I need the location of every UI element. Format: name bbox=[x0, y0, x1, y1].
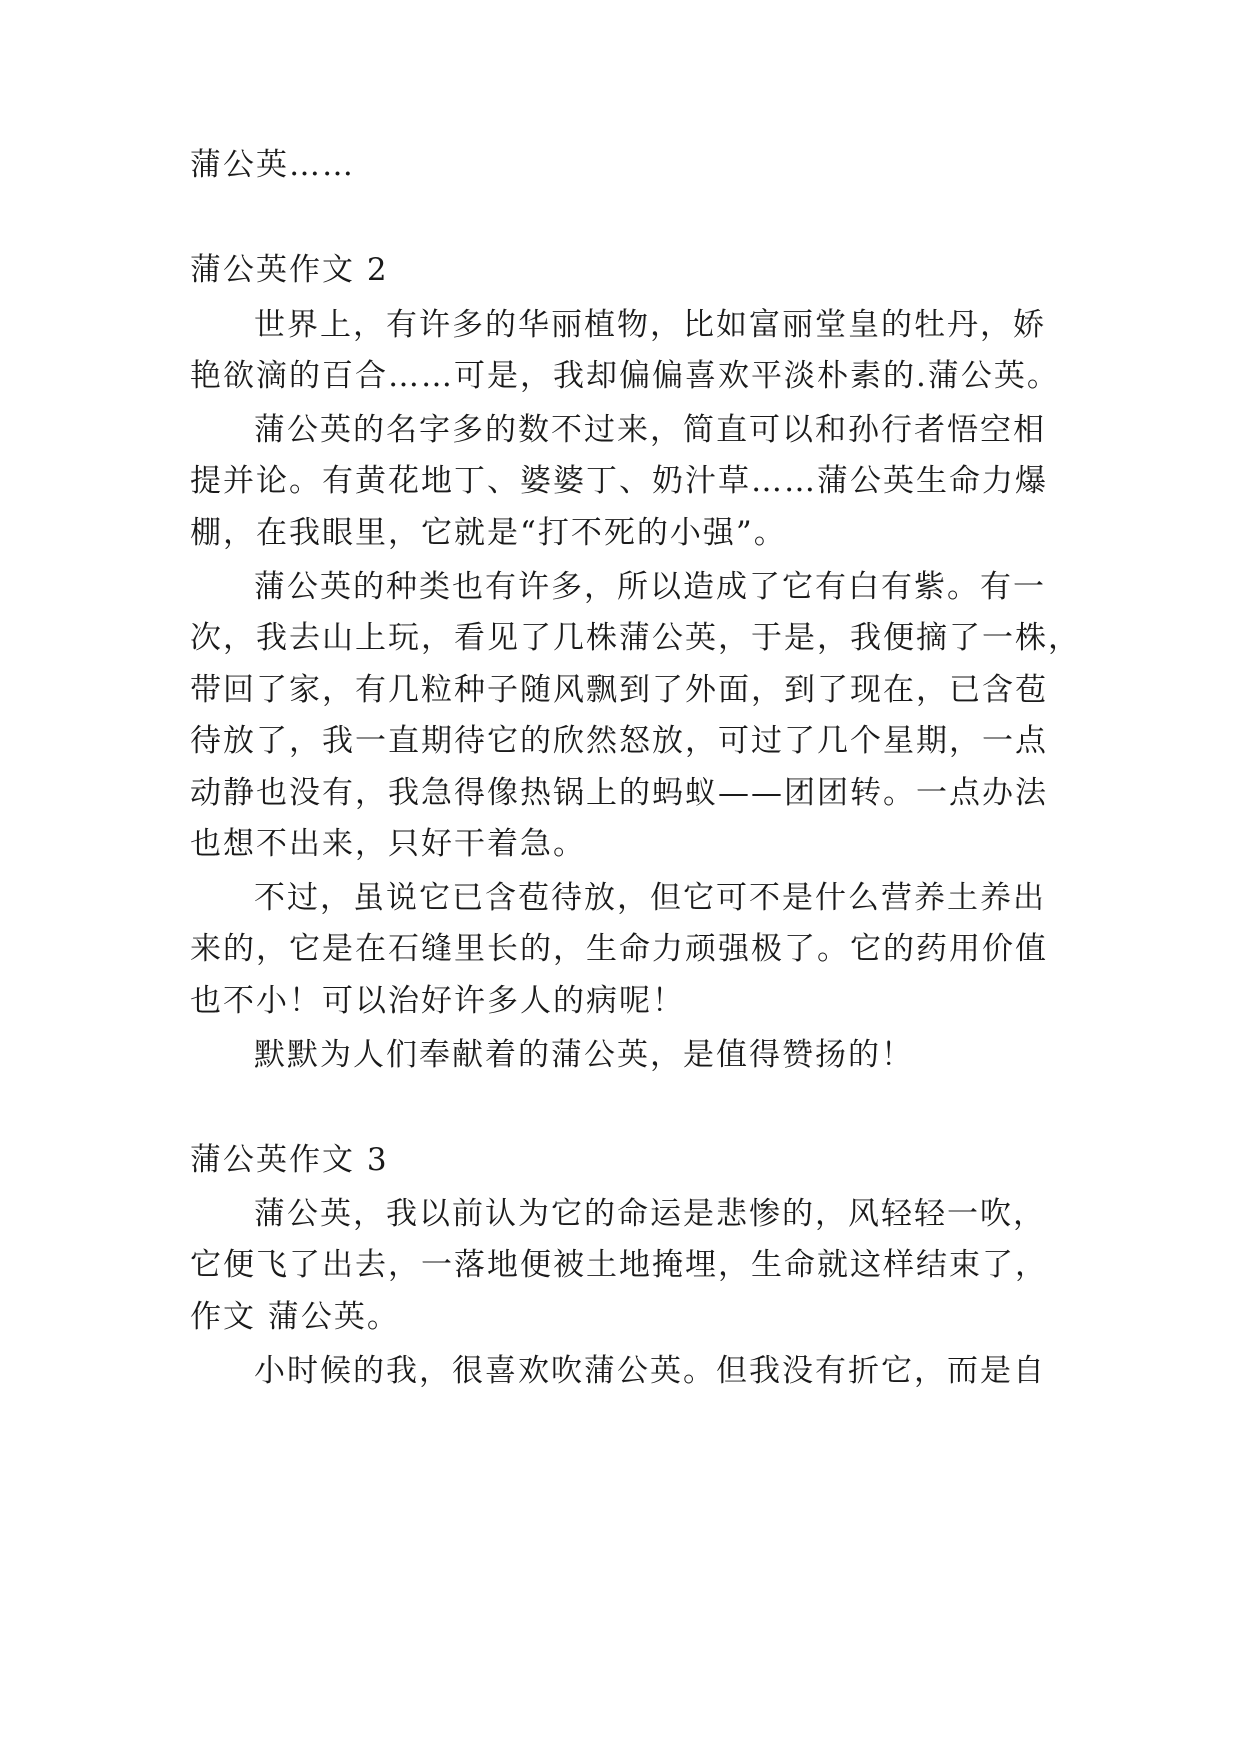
text-line: 艳欲滴的百合……可是，我却偏偏喜欢平淡朴素的.蒲公英。 bbox=[190, 358, 1060, 394]
text-line: 来的，它是在石缝里长的，生命力顽强极了。它的药用价值 bbox=[190, 931, 1048, 967]
text-line: 蒲公英，我以前认为它的命运是悲惨的，风轻轻一吹， bbox=[254, 1196, 1046, 1232]
text-line: 次，我去山上玩，看见了几株蒲公英，于是，我便摘了一株， bbox=[190, 620, 1081, 656]
text-line: 小时候的我，很喜欢吹蒲公英。但我没有折它，而是自 bbox=[254, 1353, 1046, 1389]
text-line: 世界上，有许多的华丽植物，比如富丽堂皇的牡丹，娇 bbox=[254, 307, 1046, 343]
text-line: 提并论。有黄花地丁、婆婆丁、奶汁草……蒲公英生命力爆 bbox=[190, 463, 1048, 499]
text-line: 作文 蒲公英。 bbox=[190, 1299, 400, 1335]
text-line: 动静也没有，我急得像热锅上的蚂蚁——团团转。一点办法 bbox=[190, 775, 1048, 811]
text-line: 默默为人们奉献着的蒲公英，是值得赞扬的！ bbox=[254, 1037, 914, 1073]
text-line: 带回了家，有几粒种子随风飘到了外面，到了现在，已含苞 bbox=[190, 672, 1048, 708]
section-heading: 蒲公英作文 3 bbox=[190, 1142, 389, 1178]
text-line: 不过，虽说它已含苞待放，但它可不是什么营养土养出 bbox=[254, 880, 1046, 916]
text-line: 蒲公英的名字多的数不过来，简直可以和孙行者悟空相 bbox=[254, 412, 1046, 448]
text-line: 蒲公英…… bbox=[190, 147, 355, 183]
text-line: 它便飞了出去，一落地便被土地掩埋，生命就这样结束了， bbox=[190, 1247, 1048, 1283]
text-line: 也不小！可以治好许多人的病呢！ bbox=[190, 983, 685, 1019]
text-line: 待放了，我一直期待它的欣然怒放，可过了几个星期，一点 bbox=[190, 723, 1048, 759]
text-line: 蒲公英的种类也有许多，所以造成了它有白有紫。有一 bbox=[254, 569, 1046, 605]
text-line: 也想不出来，只好干着急。 bbox=[190, 826, 586, 862]
section-heading: 蒲公英作文 2 bbox=[190, 252, 389, 288]
text-line: 棚，在我眼里，它就是“打不死的小强”。 bbox=[190, 515, 787, 551]
